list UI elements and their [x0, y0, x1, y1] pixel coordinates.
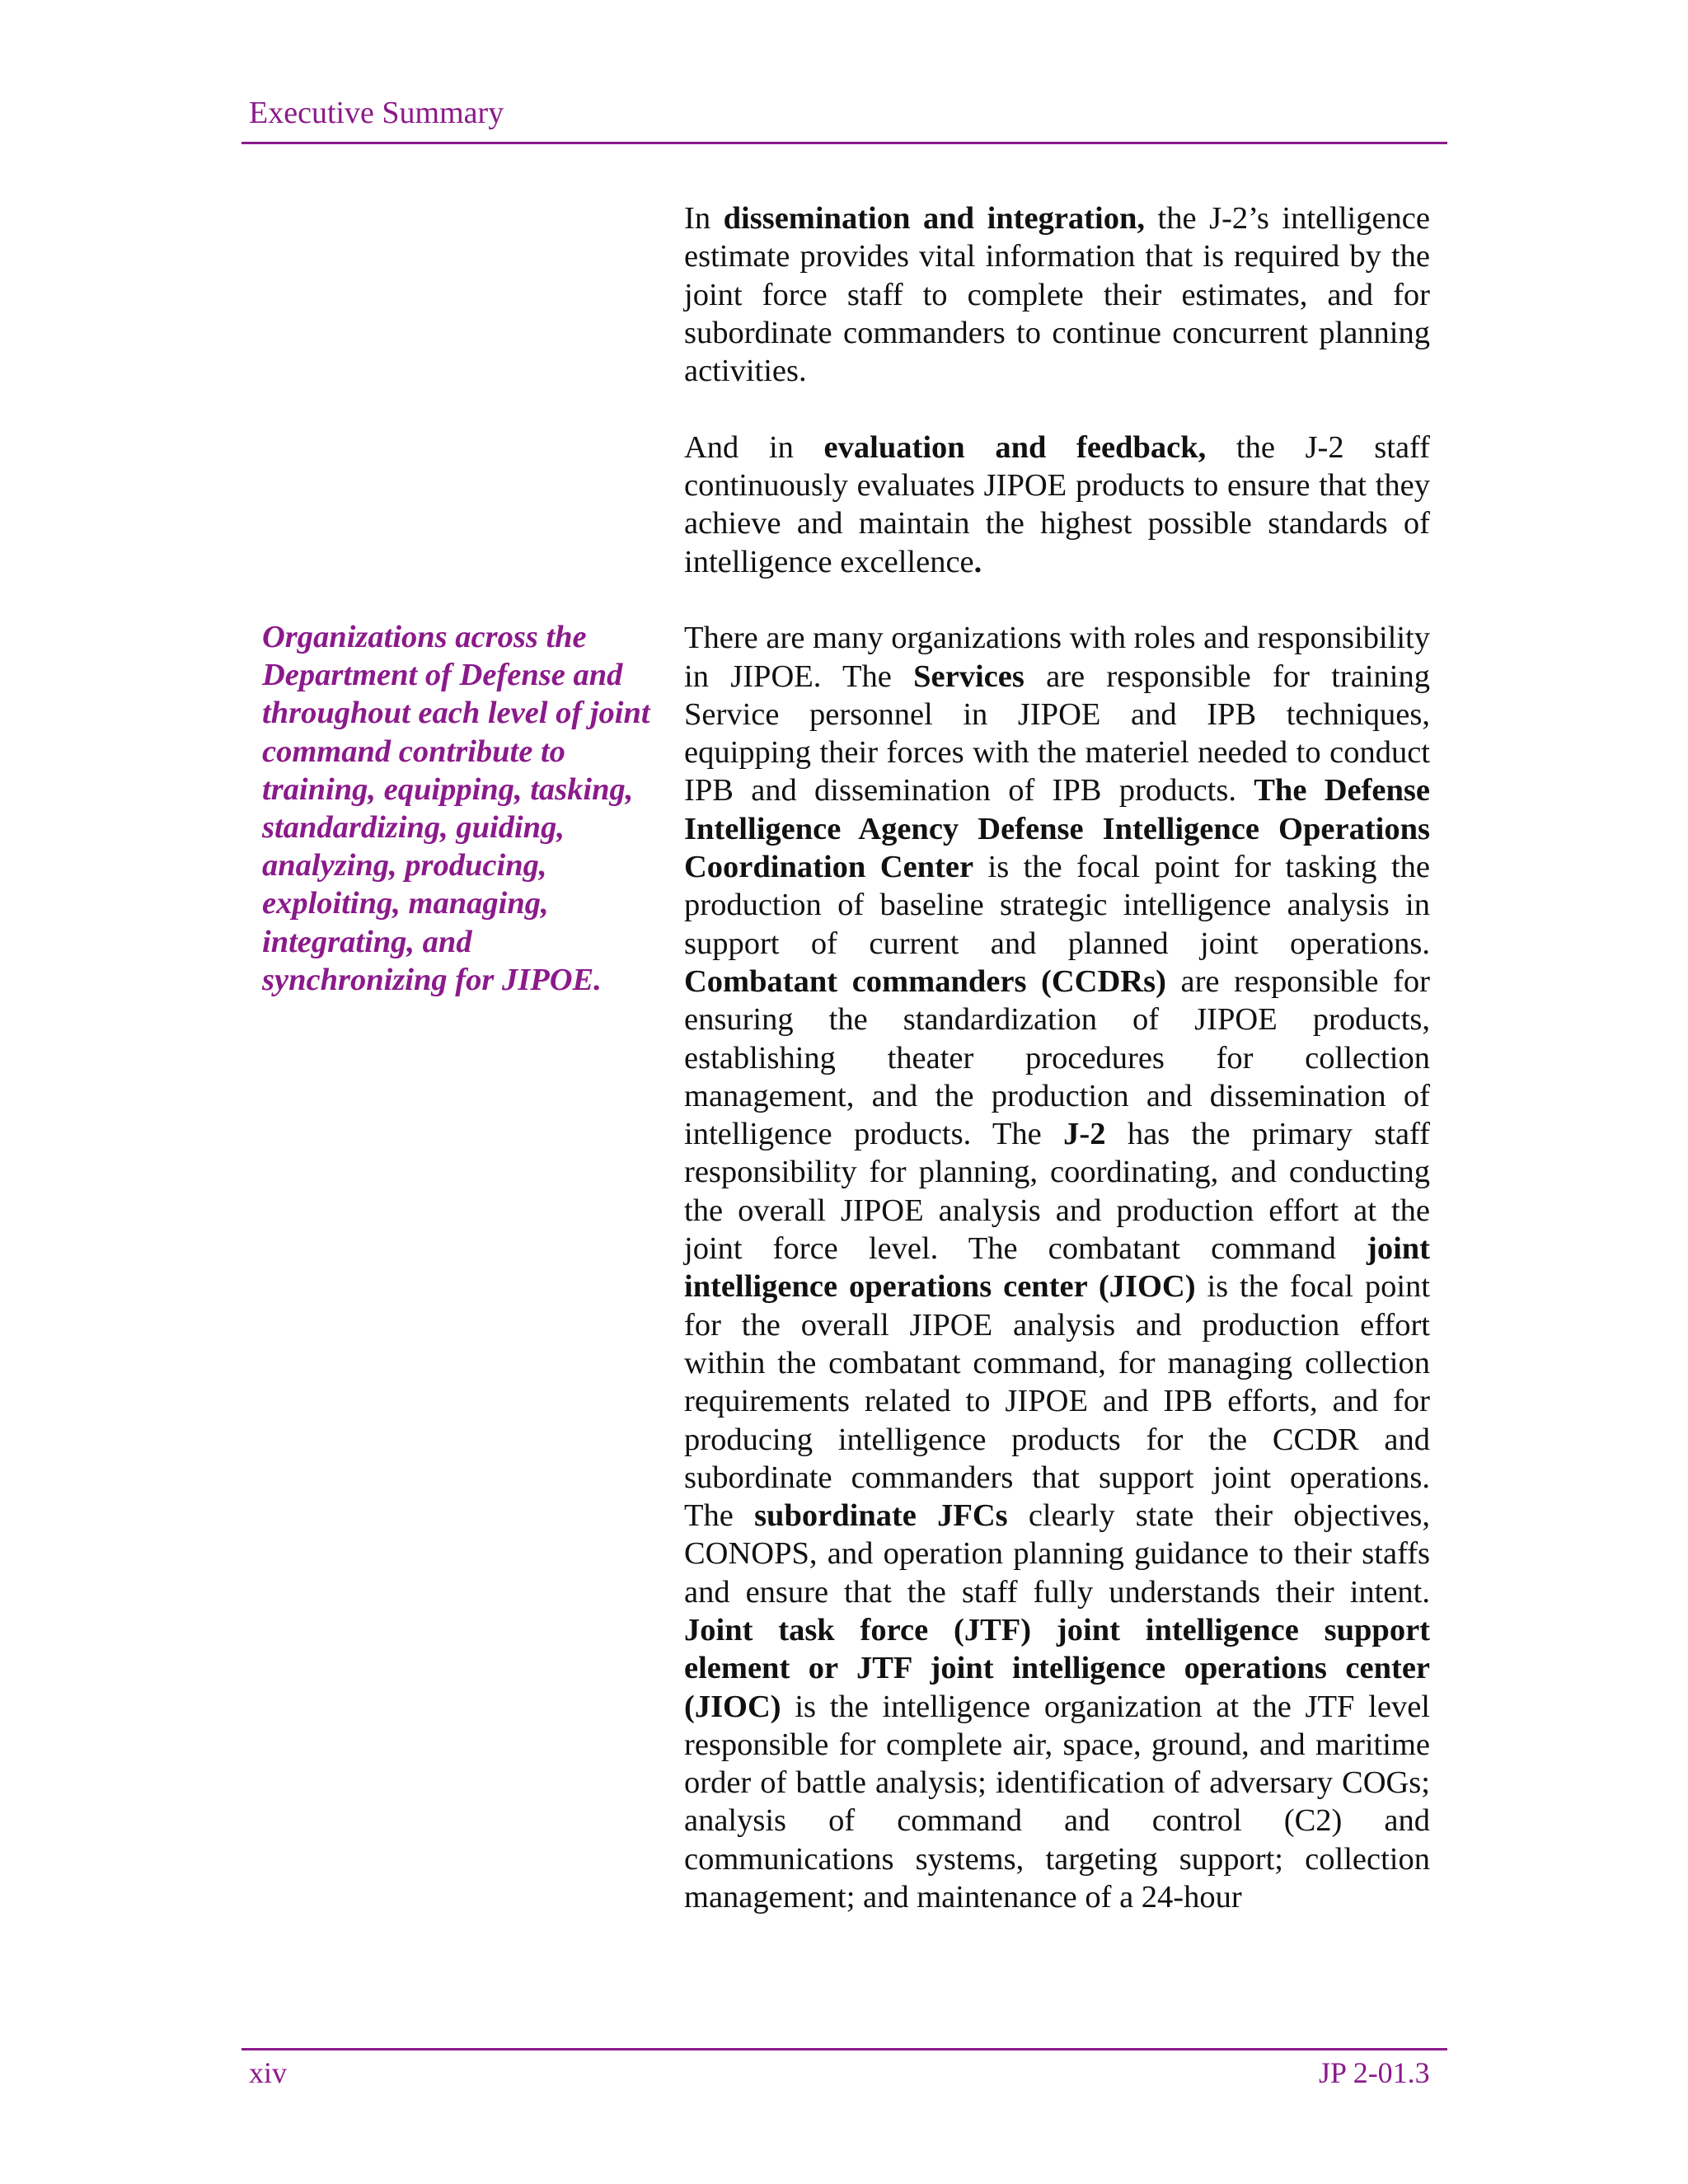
bold-term: Combatant commanders (CCDRs)	[684, 963, 1166, 999]
text-run: has the primary staff responsibility for planning, coordinating, and conducting the overall JIPOE analysis and production effort at the joint force level. The combatant command	[684, 1117, 1430, 1267]
text-run: is the focal point for tasking the production of baseline strategic intelligence analysis in support of current and planned joint operations.	[684, 850, 1430, 961]
text-run: the J-2 staff continuously evaluates JIPOE products to ensure that they achieve and maintain the highest possible standards of intelligence excellence	[684, 429, 1430, 579]
footer-rule	[241, 2048, 1447, 2050]
bold-term: J-2	[1063, 1117, 1106, 1152]
bold-term: evaluation and feedback,	[823, 429, 1207, 465]
running-header-title: Executive Summary	[249, 96, 504, 130]
main-text-column	[684, 199, 1430, 1955]
text-run: are responsible for training Service personnel in JIPOE and IPB techniques, equipping their forces with the materiel needed to conduct IPB and dissemination of IPB products.	[684, 658, 1430, 808]
bold-term: The Defense Intelligence Agency Defense Intelligence Operations Coordination Center	[684, 773, 1430, 885]
paragraph-organizations	[684, 619, 1430, 1916]
text-run: In	[684, 201, 724, 236]
page-number: xiv	[249, 2056, 288, 2089]
text-run: are responsible for ensuring the standardization of JIPOE products, establishing theater procedures for collection management, and the production and dissemination of intelligence products. The	[684, 963, 1431, 1152]
text-run: And in	[684, 429, 824, 465]
bold-term: .	[973, 544, 982, 579]
bold-term: Joint task force (JTF) joint intelligence support element or JTF joint intelligence operations center (JIOC)	[684, 1612, 1430, 1724]
text-run: the J-2’s intelligence estimate provides vital information that is required by the joint force staff to complete their estimates, and for subordinate commanders to continue concurrent planning activities.	[684, 201, 1430, 389]
text-run: There are many organizations with roles and responsibility in JIPOE. The	[684, 621, 1430, 694]
text-run: is the intelligence organization at the JTF level responsible for complete air, space, ground, and maritime order of battle analysis; identification of adversary COGs; analysis of command and control (C2) and communications systems, targeting support; collection management; and maintenance of a 24-hour	[684, 1689, 1430, 1915]
text-run: is the focal point for the overall JIPOE analysis and production effort within the combatant command, for managing collection requirements related to JIPOE and IPB efforts, and for producing intelligence products for the CCDR and subordinate commanders that support joint operations. The	[684, 1269, 1430, 1534]
paragraph-evaluation	[684, 429, 1430, 581]
bold-term: joint intelligence operations center (JIOC)	[684, 1231, 1430, 1305]
bold-term: subordinate JFCs	[754, 1498, 1008, 1534]
document-id: JP 2-01.3	[1319, 2056, 1430, 2089]
bold-term: dissemination and integration,	[723, 201, 1145, 236]
bold-term: Services	[913, 658, 1025, 694]
header-rule	[241, 142, 1447, 144]
margin-summary-note: Organizations across the Department of Defense and throughout each level of joint command contribute to training, equipping, tasking, standardizing, guiding, analyzing, producing, exploiting, managing, integrating, and synchronizing for JIPOE.	[262, 620, 650, 997]
text-run: clearly state their objectives, CONOPS, and operation planning guidance to their staffs and ensure that the staff fully understands their intent.	[684, 1498, 1430, 1610]
paragraph-dissemination	[684, 199, 1430, 390]
